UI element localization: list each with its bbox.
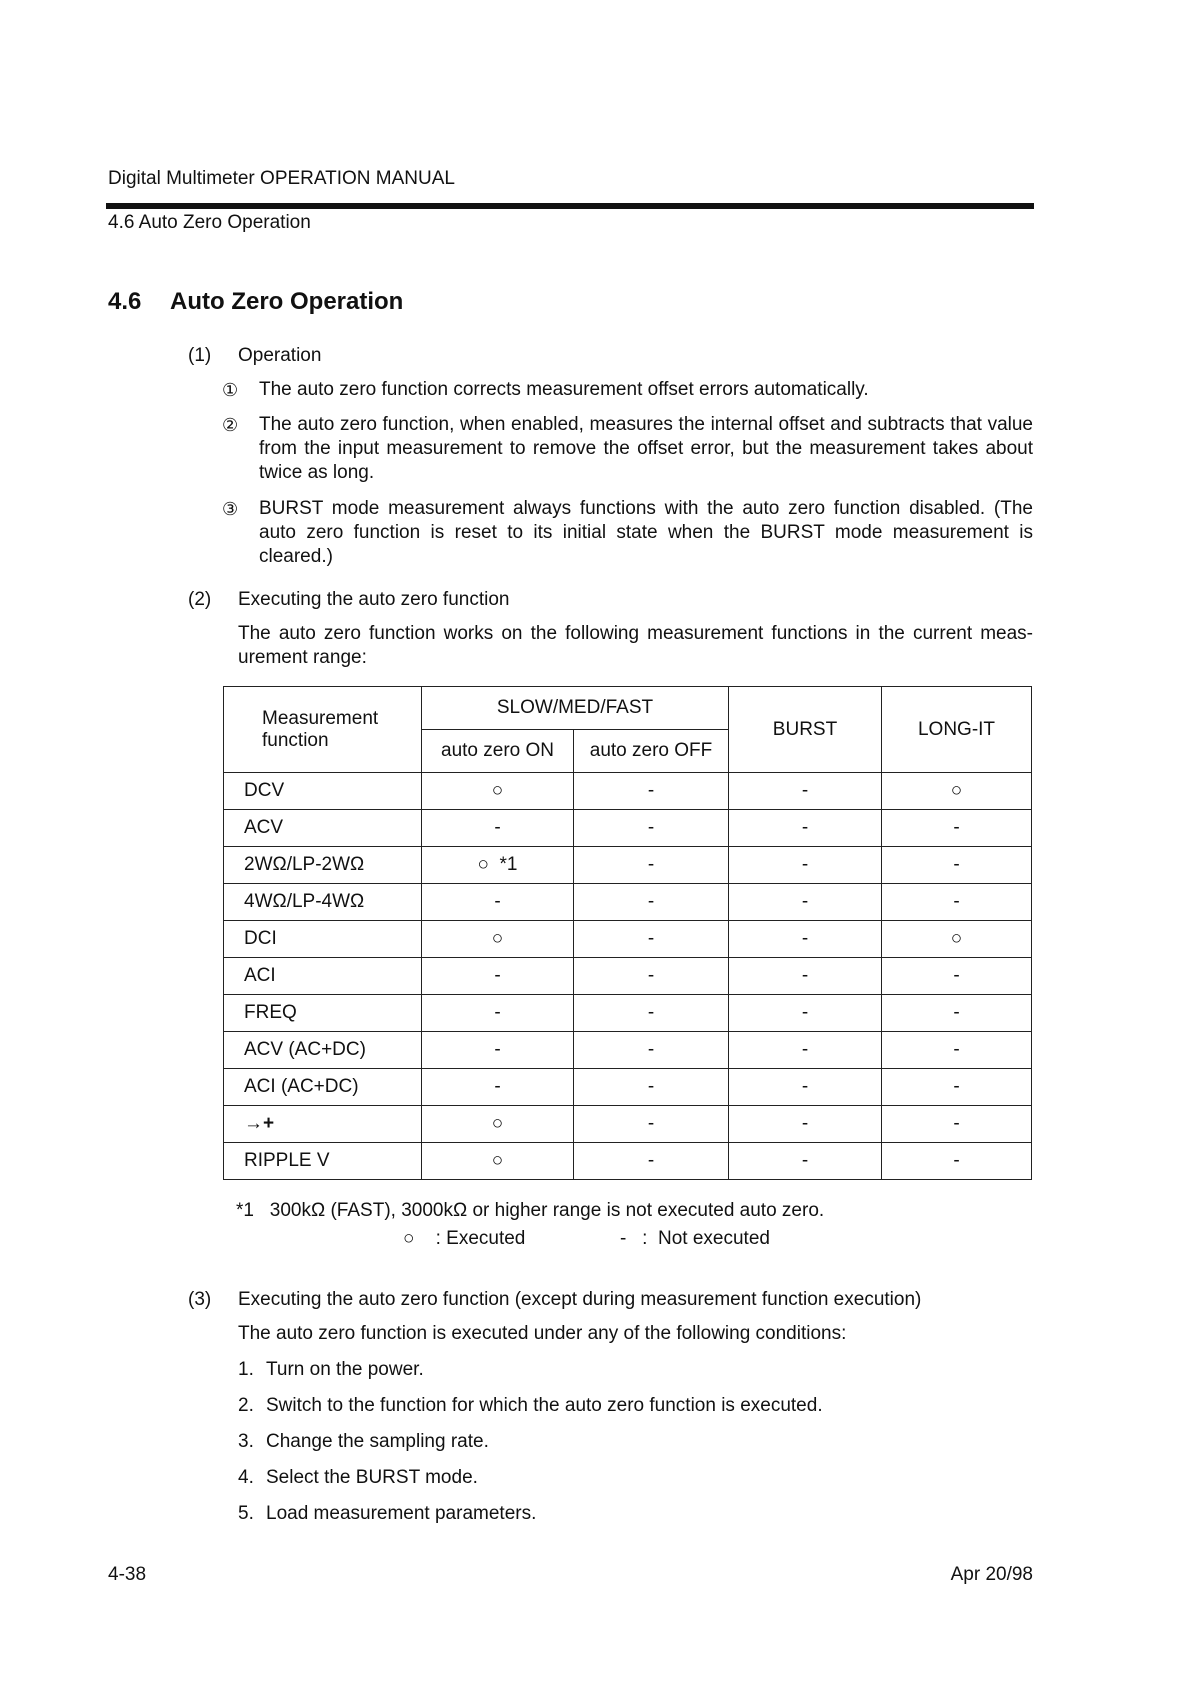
cell-long-it: - xyxy=(882,810,1032,847)
part1-item1-mark: ① xyxy=(222,380,239,400)
section-heading xyxy=(108,288,403,316)
cell-auto-zero-on: ○ xyxy=(422,1106,574,1143)
part1-number: (1) xyxy=(188,345,212,366)
part1-item3-mark: ③ xyxy=(222,499,239,519)
cell-burst: - xyxy=(729,1032,882,1069)
part3-number: (3) xyxy=(188,1289,212,1310)
part3-title: Executing the auto zero function (except during measurement function execution) xyxy=(238,1289,922,1310)
table-row xyxy=(224,810,1032,847)
part1-item2-text: The auto zero function, when enabled, measures the internal offset and subtracts that value from the input measurement to remove the offset error, but the measurement takes about twice as long. xyxy=(259,414,1033,483)
col-header-measurement-function: Measurement function xyxy=(224,687,422,773)
col-header-long-it: LONG-IT xyxy=(882,687,1032,773)
col-header-auto-zero-on: auto zero ON xyxy=(422,730,574,773)
cell-function: DCI xyxy=(224,921,422,958)
cell-auto-zero-on: - xyxy=(422,995,574,1032)
part3-item3-text: Change the sampling rate. xyxy=(266,1431,489,1452)
table-footnote: *1 300kΩ (FAST), 3000kΩ or higher range is not executed auto zero. xyxy=(236,1200,825,1221)
table-row xyxy=(224,1032,1032,1069)
cell-auto-zero-off: - xyxy=(574,995,729,1032)
cell-auto-zero-off: - xyxy=(574,958,729,995)
cell-auto-zero-on: ○ xyxy=(422,1143,574,1180)
part1-item2-mark: ② xyxy=(222,415,239,435)
cell-auto-zero-off: - xyxy=(574,884,729,921)
cell-auto-zero-on: ○ xyxy=(422,921,574,958)
cell-long-it: - xyxy=(882,1143,1032,1180)
part2-intro: The auto zero function works on the following measurement functions in the current meas- urement range: xyxy=(238,623,1033,668)
auto-zero-table xyxy=(223,686,1032,1180)
cell-long-it: ○ xyxy=(882,921,1032,958)
table-row xyxy=(224,773,1032,810)
table-row xyxy=(224,1106,1032,1143)
cell-function: ACI xyxy=(224,958,422,995)
part3-item5-text: Load measurement parameters. xyxy=(266,1503,537,1524)
cell-burst: - xyxy=(729,1143,882,1180)
cell-burst: - xyxy=(729,884,882,921)
diode-icon: →+ xyxy=(244,1113,275,1134)
part2-title: Executing the auto zero function xyxy=(238,589,510,610)
revision-date: Apr 20/98 xyxy=(950,1564,1033,1585)
part1-item1-text: The auto zero function corrects measurement offset errors automatically. xyxy=(259,379,869,400)
cell-burst: - xyxy=(729,810,882,847)
part3-item5-num: 5. xyxy=(238,1503,254,1524)
table-row xyxy=(224,995,1032,1032)
cell-auto-zero-off: - xyxy=(574,1143,729,1180)
cell-auto-zero-off: - xyxy=(574,773,729,810)
section-number: 4.6 xyxy=(108,288,142,315)
cell-long-it: - xyxy=(882,847,1032,884)
cell-auto-zero-off: - xyxy=(574,921,729,958)
cell-auto-zero-on: ○ *1 xyxy=(422,847,574,884)
part3-item1-num: 1. xyxy=(238,1359,254,1380)
cell-function: ACV (AC+DC) xyxy=(224,1032,422,1069)
cell-long-it: - xyxy=(882,1106,1032,1143)
cell-long-it: - xyxy=(882,1032,1032,1069)
part2-number: (2) xyxy=(188,589,212,610)
cell-function: DCV xyxy=(224,773,422,810)
cell-function: ACI (AC+DC) xyxy=(224,1069,422,1106)
header-divider xyxy=(106,203,1034,209)
cell-function: RIPPLE V xyxy=(224,1143,422,1180)
part3-intro: The auto zero function is executed under any of the following conditions: xyxy=(238,1323,847,1344)
legend-executed: ○ : Executed xyxy=(403,1228,526,1249)
part1-item3-text: BURST mode measurement always functions with the auto zero function disabled. (The auto zero function is reset to its initial state when the BURST mode measurement is cleared.) xyxy=(259,498,1033,567)
col-header-burst: BURST xyxy=(729,687,882,773)
table-row xyxy=(224,921,1032,958)
cell-auto-zero-on: - xyxy=(422,810,574,847)
part1-title: Operation xyxy=(238,345,322,366)
cell-auto-zero-off: - xyxy=(574,1106,729,1143)
cell-auto-zero-off: - xyxy=(574,1032,729,1069)
cell-long-it: - xyxy=(882,958,1032,995)
cell-long-it: - xyxy=(882,884,1032,921)
cell-burst: - xyxy=(729,847,882,884)
cell-long-it: ○ xyxy=(882,773,1032,810)
cell-long-it: - xyxy=(882,995,1032,1032)
cell-auto-zero-on: - xyxy=(422,958,574,995)
table-row xyxy=(224,1143,1032,1180)
cell-burst: - xyxy=(729,773,882,810)
cell-long-it: - xyxy=(882,1069,1032,1106)
part3-item2-num: 2. xyxy=(238,1395,254,1416)
table-row xyxy=(224,884,1032,921)
cell-burst: - xyxy=(729,995,882,1032)
table-row xyxy=(224,958,1032,995)
running-header-subtitle: 4.6 Auto Zero Operation xyxy=(108,212,311,233)
col-header-auto-zero-off: auto zero OFF xyxy=(574,730,729,773)
part3-item4-num: 4. xyxy=(238,1467,254,1488)
part3-item2-text: Switch to the function for which the auto zero function is executed. xyxy=(266,1395,823,1416)
cell-auto-zero-off: - xyxy=(574,1069,729,1106)
part3-item4-text: Select the BURST mode. xyxy=(266,1467,478,1488)
cell-auto-zero-on: - xyxy=(422,884,574,921)
cell-function-diode xyxy=(224,1106,422,1143)
running-header-title: Digital Multimeter OPERATION MANUAL xyxy=(108,168,455,189)
table-row xyxy=(224,1069,1032,1106)
part3-item3-num: 3. xyxy=(238,1431,254,1452)
col-header-slow-med-fast: SLOW/MED/FAST xyxy=(422,687,729,730)
cell-auto-zero-off: - xyxy=(574,847,729,884)
cell-burst: - xyxy=(729,921,882,958)
cell-burst: - xyxy=(729,958,882,995)
cell-function: ACV xyxy=(224,810,422,847)
page-number: 4-38 xyxy=(108,1564,147,1585)
cell-burst: - xyxy=(729,1106,882,1143)
cell-function: 4WΩ/LP-4WΩ xyxy=(224,884,422,921)
cell-auto-zero-on: - xyxy=(422,1032,574,1069)
table-row xyxy=(224,847,1032,884)
cell-burst: - xyxy=(729,1069,882,1106)
section-title: Auto Zero Operation xyxy=(170,288,404,315)
cell-auto-zero-on: - xyxy=(422,1069,574,1106)
cell-auto-zero-on: ○ xyxy=(422,773,574,810)
cell-function: 2WΩ/LP-2WΩ xyxy=(224,847,422,884)
legend-not-executed: - : Not executed xyxy=(620,1228,770,1249)
cell-function: FREQ xyxy=(224,995,422,1032)
cell-auto-zero-off: - xyxy=(574,810,729,847)
part3-item1-text: Turn on the power. xyxy=(266,1359,424,1380)
